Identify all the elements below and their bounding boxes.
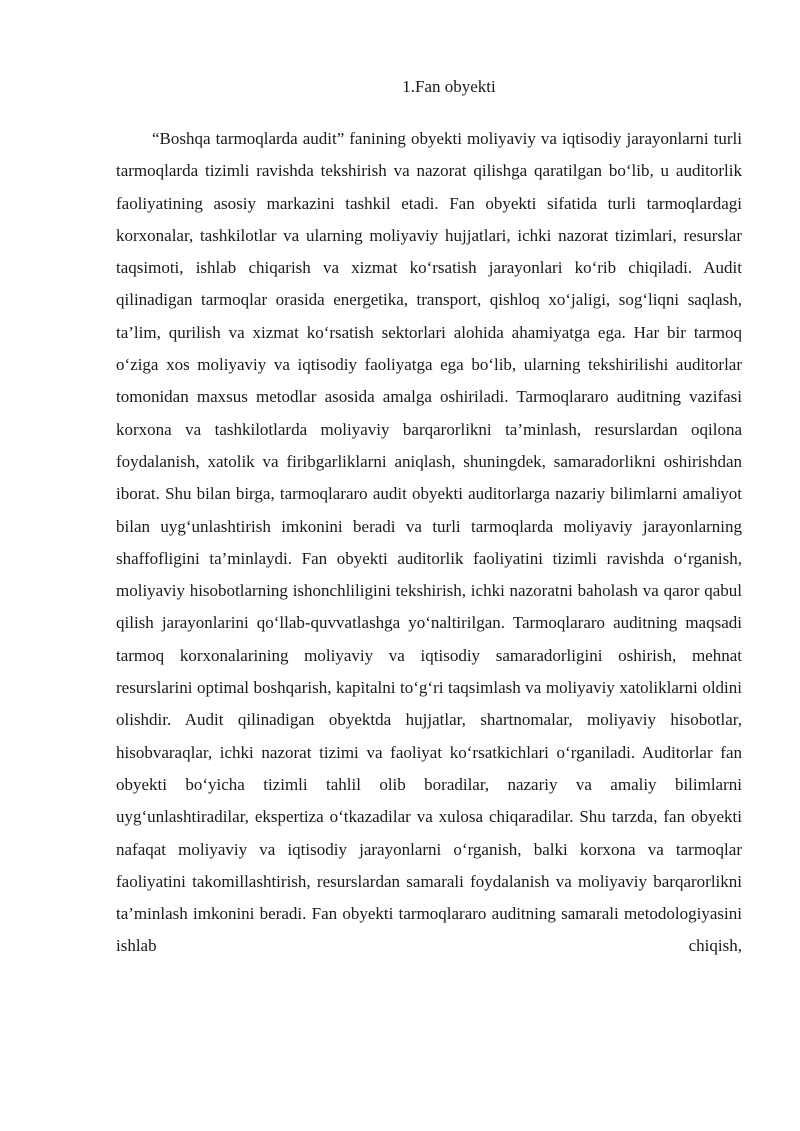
section-heading: 1.Fan obyekti (402, 77, 496, 96)
body-paragraph: “Boshqa tarmoqlarda audit” fanining obyekti moliyaviy va iqtisodiy jarayonlarni turli tarmoqlarda tizimli ravishda tekshirish va nazorat qilishga qaratilgan bo‘lib, u auditorlik faoliyatining asosiy markazini tashkil etadi. Fan obyekti sifatida turli tarmoqlardagi korxonalar, tashkilotlar va ularning moliyaviy hujjatlari, ichki nazorat tizimlari, resurslar taqsimoti, ishlab chiqarish va xizmat ko‘rsatish jarayonlari ko‘rib chiqiladi. Audit qilinadigan tarmoqlar orasida energetika, transport, qishloq xo‘jaligi, sog‘liqni saqlash, ta’lim, qurilish va xizmat ko‘rsatish sektorlari alohida ahamiyatga ega. Har bir tarmoq o‘ziga xos moliyaviy va iqtisodiy faoliyatga ega bo‘lib, ularning tekshirilishi auditorlar tomonidan maxsus metodlar asosida amalga oshiriladi. Tarmoqlararo auditning vazifasi korxona va tashkilotlarda moliyaviy barqarorlikni ta’minlash, resurslardan oqilona foydalanish, xatolik va firibgarliklarni aniqlash, shuningdek, samaradorlikni oshirishdan iborat. Shu bilan birga, tarmoqlararo audit obyekti auditorlarga nazariy bilimlarni amaliyot bilan uyg‘unlashtirish imkonini beradi va turli tarmoqlarda moliyaviy jarayonlarning shaffofligini ta’minlaydi. Fan obyekti auditorlik faoliyatini tizimli ravishda o‘rganish, moliyaviy hisobotlarning ishonchliligini tekshirish, ichki nazoratni baholash va qaror qabul qilish jarayonlarini qo‘llab-quvvatlashga yo‘naltirilgan. Tarmoqlararo auditning maqsadi tarmoq korxonalarining moliyaviy va iqtisodiy samaradorligini oshirish, mehnat resurslarini optimal boshqarish, kapitalni to‘g‘ri taqsimlash va moliyaviy xatoliklarni oldini olishdir. Audit qilinadigan obyektda hujjatlar, shartnomalar, moliyaviy hisobotlar, hisobvaraqlar, ichki nazorat tizimi va faoliyat ko‘rsatkichlari o‘rganiladi. Auditorlar fan obyekti bo‘yicha tizimli tahlil olib boradilar, nazariy va amaliy bilimlarni uyg‘unlashtiradilar, ekspertiza o‘tkazadilar va xulosa chiqaradilar. Shu tarzda, fan obyekti nafaqat moliyaviy va iqtisodiy jarayonlarni o‘rganish, balki korxona va tarmoqlar faoliyatini takomillashtirish, resurslardan samarali foydalanish va moliyaviy barqarorlikni ta’minlash imkonini beradi. Fan obyekti tarmoqlararo auditning samarali metodologiyasini ishlab chiqish, (116, 129, 742, 956)
